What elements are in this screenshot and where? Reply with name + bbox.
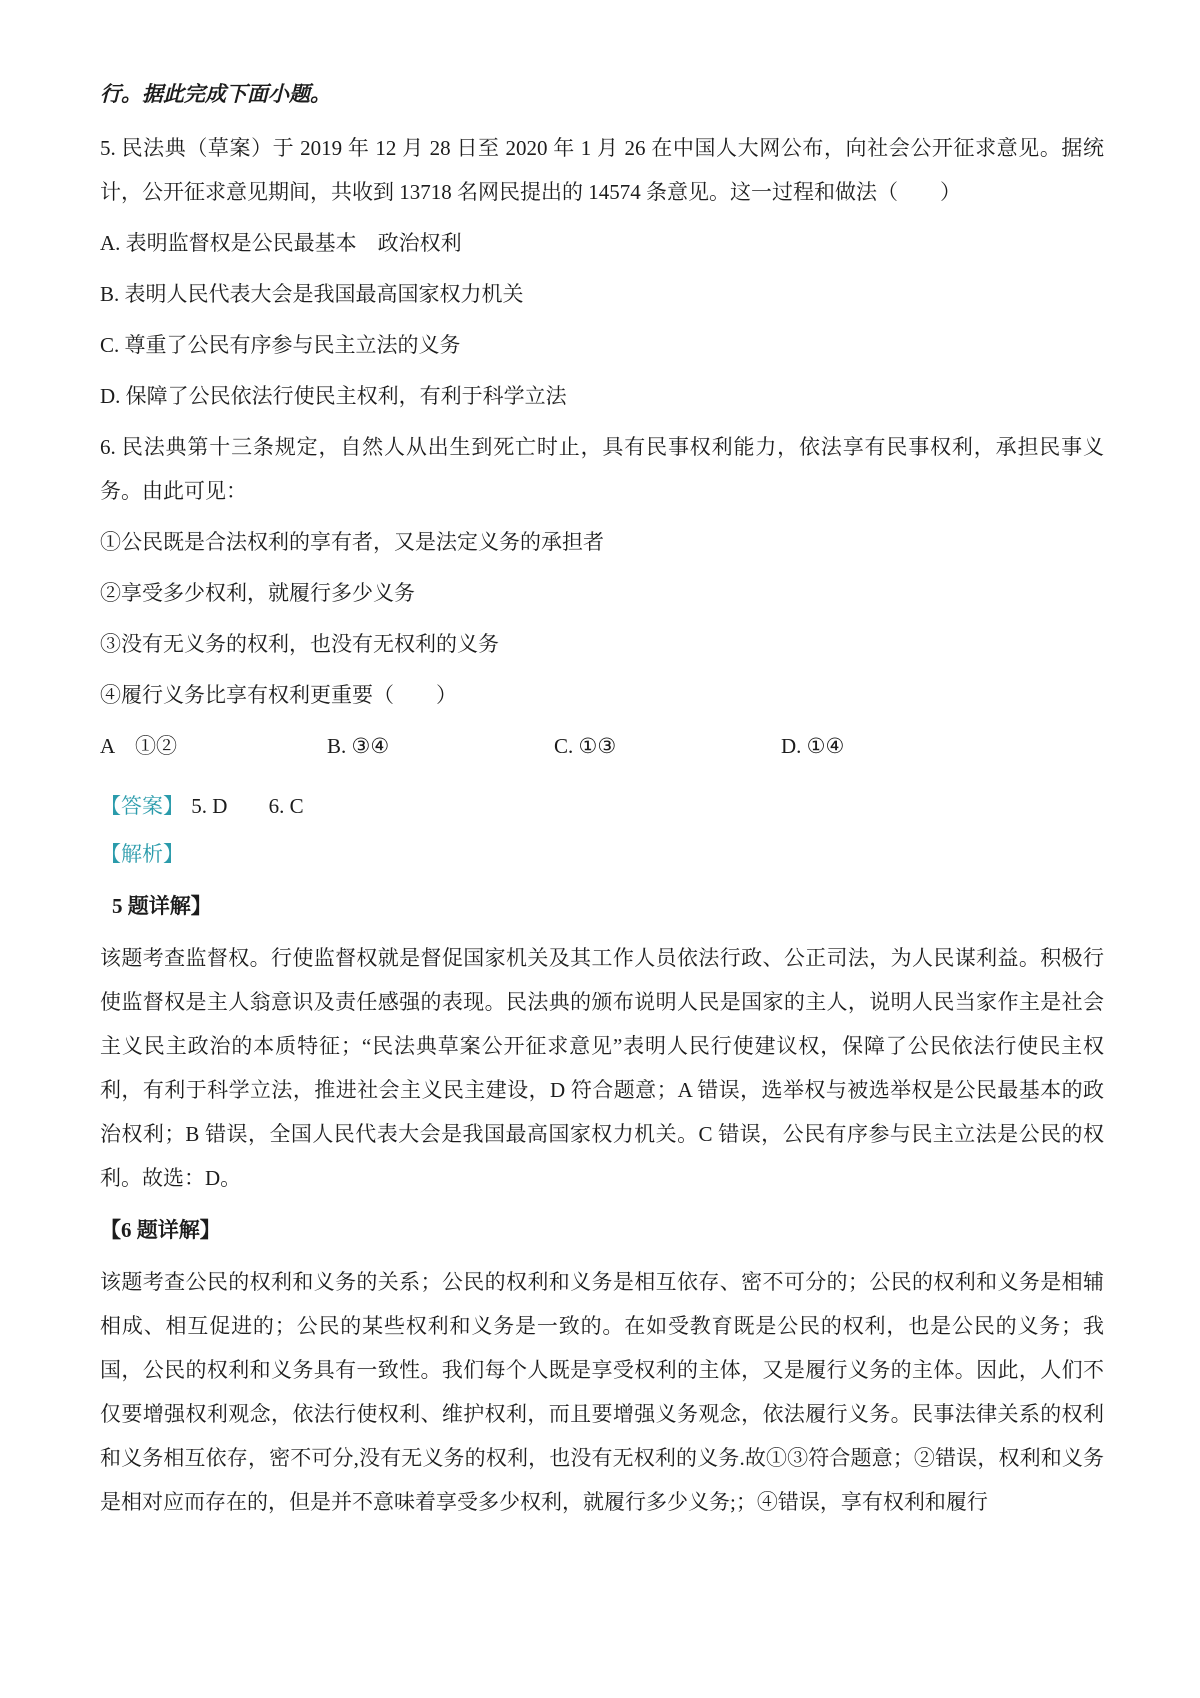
q6-choice-b: B. ③④ xyxy=(327,734,390,758)
detail-6-heading: 【6 题详解】 xyxy=(100,1218,221,1242)
answer-q5: 5. D xyxy=(191,794,228,818)
analysis-label: 【解析】 xyxy=(100,842,184,866)
q6-choices-row xyxy=(100,724,1104,768)
q6-item-3: ③没有无义务的权利，也没有无权利的义务 xyxy=(100,632,499,656)
q6-item-2: ②享受多少权利，就履行多少义务 xyxy=(100,581,415,605)
q6-choice-c: C. ①③ xyxy=(554,734,617,758)
q5-option-b: B. 表明人民代表大会是我国最高国家权力机关 xyxy=(100,282,524,306)
detail-6-body: 该题考查公民的权利和义务的关系；公民的权利和义务是相互依存、密不可分的；公民的权利和义务是相辅相成、相互促进的；公民的某些权利和义务是一致的。在如受教育既是公民的权利，也是公民的义务；我国，公民的权利和义务具有一致性。我们每个人既是享受权利的主体，又是履行义务的主体。因此，人们不仅要增强权利观念，依法行使权利、维护权利，而且要增强义务观念，依法履行义务。民事法律关系的权利和义务相互依存，密不可分,没有无义务的权利，也没有无权利的义务.故①③符合题意；②错误，权利和义务是相对应而存在的，但是并不意味着享受多少权利，就履行多少义务;；④错误，享有权利和履行 xyxy=(100,1270,1104,1514)
q6-item-1: ①公民既是合法权利的享有者，又是法定义务的承担者 xyxy=(100,530,604,554)
q5-option-c: C. 尊重了公民有序参与民主立法的义务 xyxy=(100,333,461,357)
q6-choice-a: A ①② xyxy=(100,734,178,758)
q6-item-4: ④履行义务比享有权利更重要（ ） xyxy=(100,683,457,707)
question-6-stem: 6. 民法典第十三条规定，自然人从出生到死亡时止，具有民事权利能力，依法享有民事权利，承担民事义务。由此可见： xyxy=(100,435,1104,503)
answer-q6: 6. C xyxy=(268,794,304,818)
answer-label: 【答案】 xyxy=(100,794,184,818)
q6-choice-d: D. ①④ xyxy=(781,734,845,758)
question-5-stem: 5. 民法典（草案）于 2019 年 12 月 28 日至 2020 年 1 月 26 在中国人大网公布，向社会公开征求意见。据统计，公开征求意见期间，共收到 13718 名网民提出的 14574 条意见。这一过程和做法（ ） xyxy=(100,136,1104,204)
detail-5-heading: 5 题详解】 xyxy=(112,894,212,918)
q5-option-d: D. 保障了公民依法行使民主权利，有利于科学立法 xyxy=(100,384,567,408)
detail-5-body: 该题考查监督权。行使监督权就是督促国家机关及其工作人员依法行政、公正司法，为人民谋利益。积极行使监督权是主人翁意识及责任感强的表现。民法典的颁布说明人民是国家的主人，说明人民当家作主是社会主义民主政治的本质特征；“民法典草案公开征求意见”表明人民行使建议权，保障了公民依法行使民主权利，有利于科学立法，推进社会主义民主建设，D 符合题意；A 错误，选举权与被选举权是公民最基本的政治权利；B 错误，全国人民代表大会是我国最高国家权力机关。C 错误，公民有序参与民主立法是公民的权利。故选：D。 xyxy=(100,946,1104,1190)
answer-line xyxy=(100,784,1104,828)
q5-option-a: A. 表明监督权是公民最基本 政治权利 xyxy=(100,231,462,255)
passage-intro: 行。据此完成下面小题。 xyxy=(100,82,331,106)
